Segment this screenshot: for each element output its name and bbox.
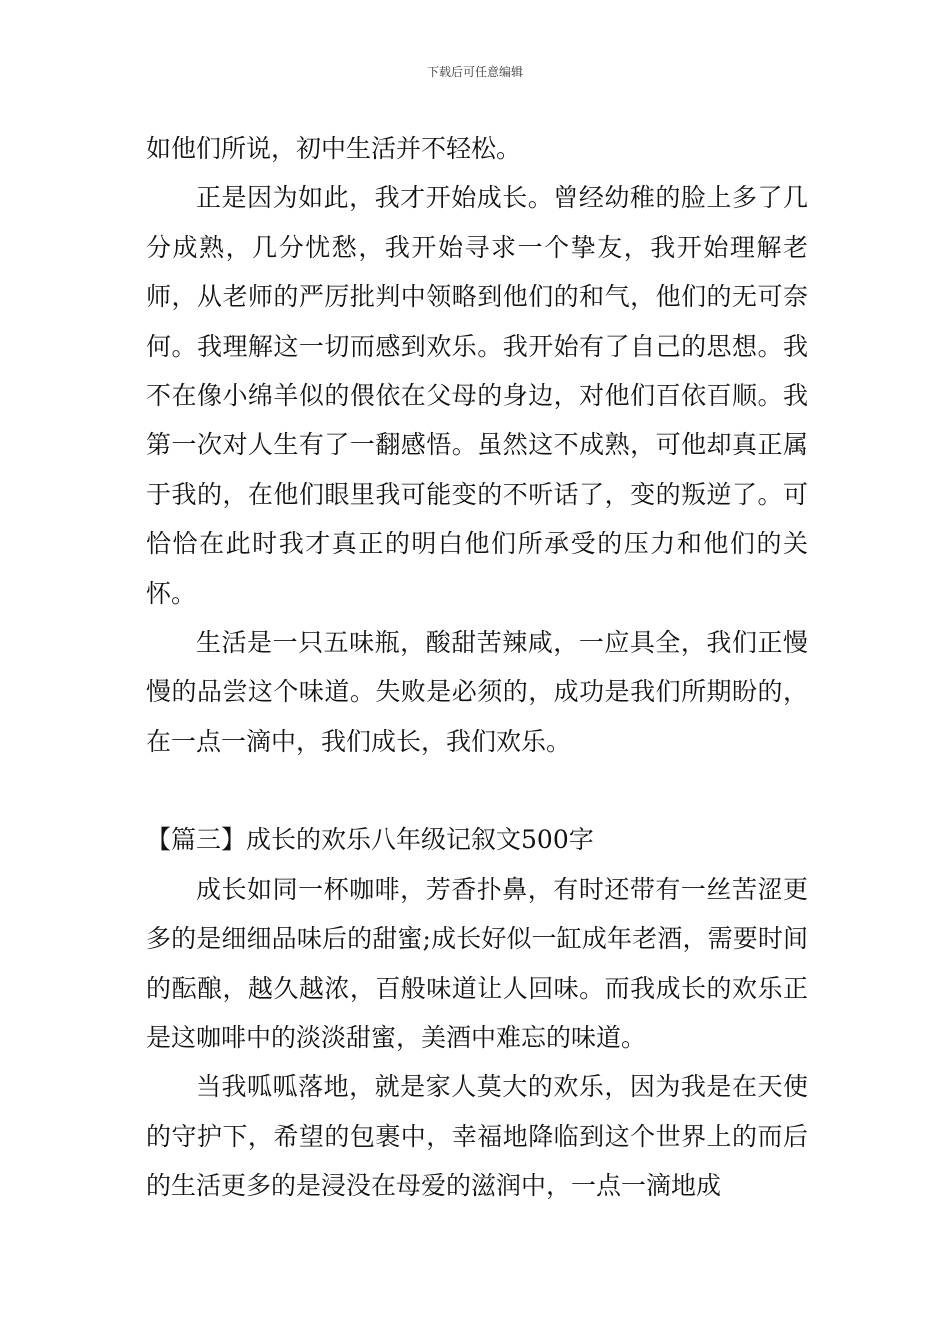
paragraph-3: 生活是一只五味瓶，酸甜苦辣咸，一应具全，我们正慢慢的品尝这个味道。失败是必须的，成功是我们所期盼的，在一点一滴中，我们成长，我们欢乐。	[146, 628, 808, 756]
paragraph-1: 如他们所说，初中生活并不轻松。	[146, 134, 522, 163]
paragraph-4: 成长如同一杯咖啡，芳香扑鼻，有时还带有一丝苦涩更多的是细细品味后的甜蜜;成长好似一缸成年老酒，需要时间的酝酿，越久越浓，百般味道让人回味。而我成长的欢乐正是这咖啡中的淡淡甜蜜，美酒中难忘的味道。	[146, 874, 808, 1052]
paragraph-2: 正是因为如此，我才开始成长。曾经幼稚的脸上多了几分成熟，几分忧愁，我开始寻求一个挚友，我开始理解老师，从老师的严厉批判中领略到他们的和气，他们的无可奈何。我理解这一切而感到欢乐。我开始有了自己的思想。我不在像小绵羊似的偎依在父母的身边，对他们百依百顺。我第一次对人生有了一翻感悟。虽然这不成熟，可他却真正属于我的，在他们眼里我可能变的不听话了，变的叛逆了。可恰恰在此时我才真正的明白他们所承受的压力和他们的关怀。	[146, 183, 808, 608]
document-body	[146, 124, 808, 1211]
paragraph-5: 当我呱呱落地，就是家人莫大的欢乐，因为我是在天使的守护下，希望的包裹中，幸福地降临到这个世界上的而后的生活更多的是浸没在母爱的滋润中，一点一滴地成	[146, 1072, 808, 1201]
section-heading: 【篇三】成长的欢乐八年级记叙文500字	[146, 825, 594, 855]
page-header: 下载后可任意编辑	[426, 65, 523, 79]
paragraph-gap	[146, 766, 808, 815]
